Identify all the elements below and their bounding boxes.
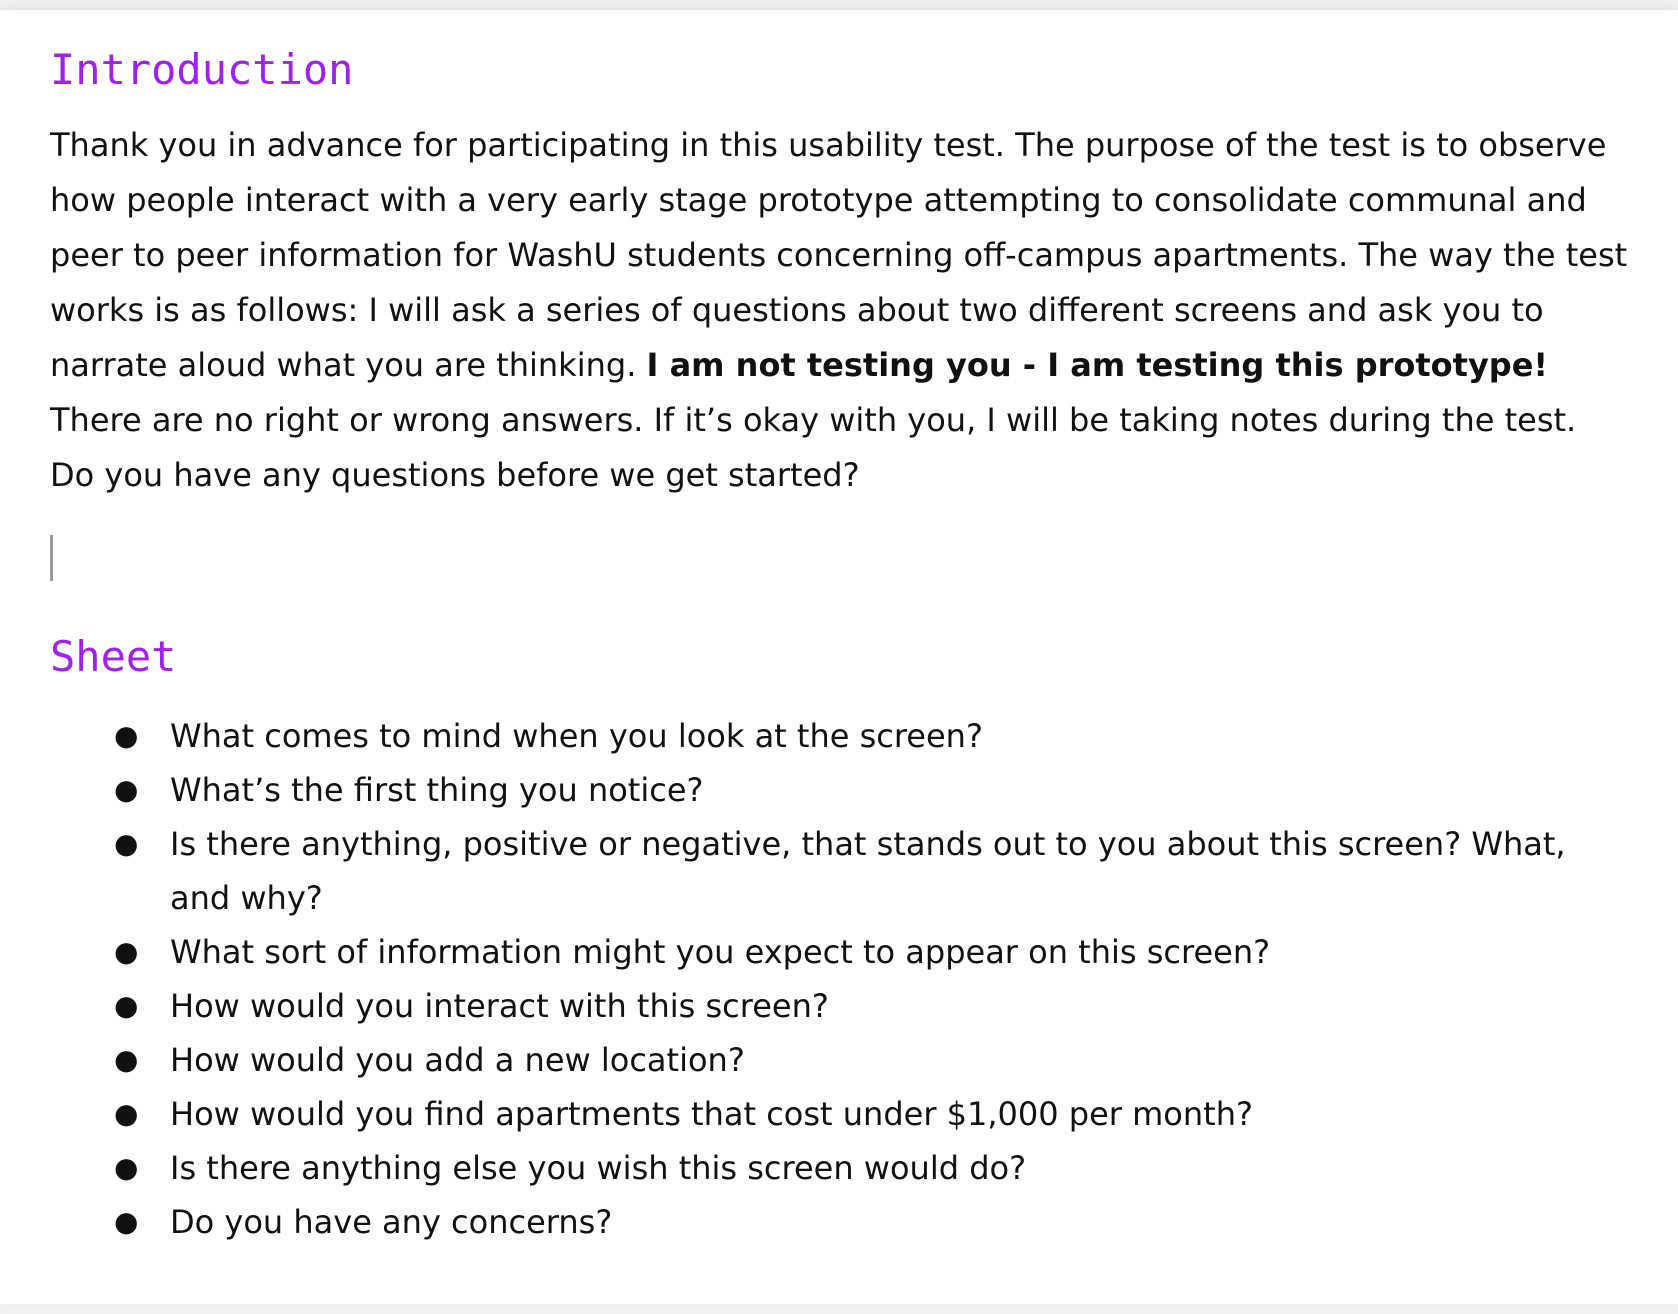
introduction-bold-text: I am not testing you - I am testing this prototype!: [646, 346, 1548, 384]
document-content[interactable]: [50, 40, 1630, 1249]
bullet-icon: ●: [114, 1151, 139, 1184]
bullet-icon: ●: [114, 773, 139, 806]
question-text: Is there anything else you wish this screen would do?: [170, 1149, 1027, 1187]
question-text: What comes to mind when you look at the screen?: [170, 717, 983, 755]
sheet-heading: Sheet: [50, 632, 177, 681]
introduction-heading: Introduction: [50, 45, 354, 94]
bullet-icon: ●: [114, 989, 139, 1022]
list-item: [50, 979, 1590, 1033]
introduction-text-part1: Thank you in advance for participating in this usability test. The purpose of the test is to observe how people interact with a very early stage prototype attempting to consolidate communal and peer to peer information for WashU students concerning off-campus apartments. The way the test works is as follows: I will ask a series of questions about two different screens and ask you to narrate aloud what you are thinking.: [50, 126, 1628, 384]
list-item: [50, 925, 1590, 979]
question-text: Do you have any concerns?: [170, 1203, 613, 1241]
question-text: How would you add a new location?: [170, 1041, 745, 1079]
list-item: [50, 1087, 1590, 1141]
bullet-icon: ●: [114, 1097, 139, 1130]
document-page[interactable]: [0, 10, 1678, 1304]
list-item: [50, 709, 1590, 763]
introduction-paragraph: [50, 118, 1630, 503]
introduction-text-part2: There are no right or wrong answers. If it’s okay with you, I will be taking notes during the test. Do you have any questions before we get started?: [50, 401, 1577, 494]
list-item: [50, 1033, 1590, 1087]
question-text: How would you interact with this screen?: [170, 987, 829, 1025]
question-text: How would you find apartments that cost under $1,000 per month?: [170, 1095, 1253, 1133]
bullet-icon: ●: [114, 827, 139, 860]
question-text: What sort of information might you expect to appear on this screen?: [170, 933, 1271, 971]
bullet-icon: ●: [114, 719, 139, 752]
list-item: [50, 1141, 1590, 1195]
list-item: [50, 817, 1590, 925]
list-item: [50, 1195, 1590, 1249]
list-item: [50, 763, 1590, 817]
bullet-icon: ●: [114, 935, 139, 968]
empty-line[interactable]: [50, 503, 1630, 627]
bullet-icon: ●: [114, 1205, 139, 1238]
question-text: What’s the first thing you notice?: [170, 771, 704, 809]
bullet-icon: ●: [114, 1043, 139, 1076]
text-cursor: [50, 535, 53, 581]
question-text: Is there anything, positive or negative, that stands out to you about this screen? What, and why?: [170, 825, 1566, 917]
question-list: [50, 709, 1630, 1249]
